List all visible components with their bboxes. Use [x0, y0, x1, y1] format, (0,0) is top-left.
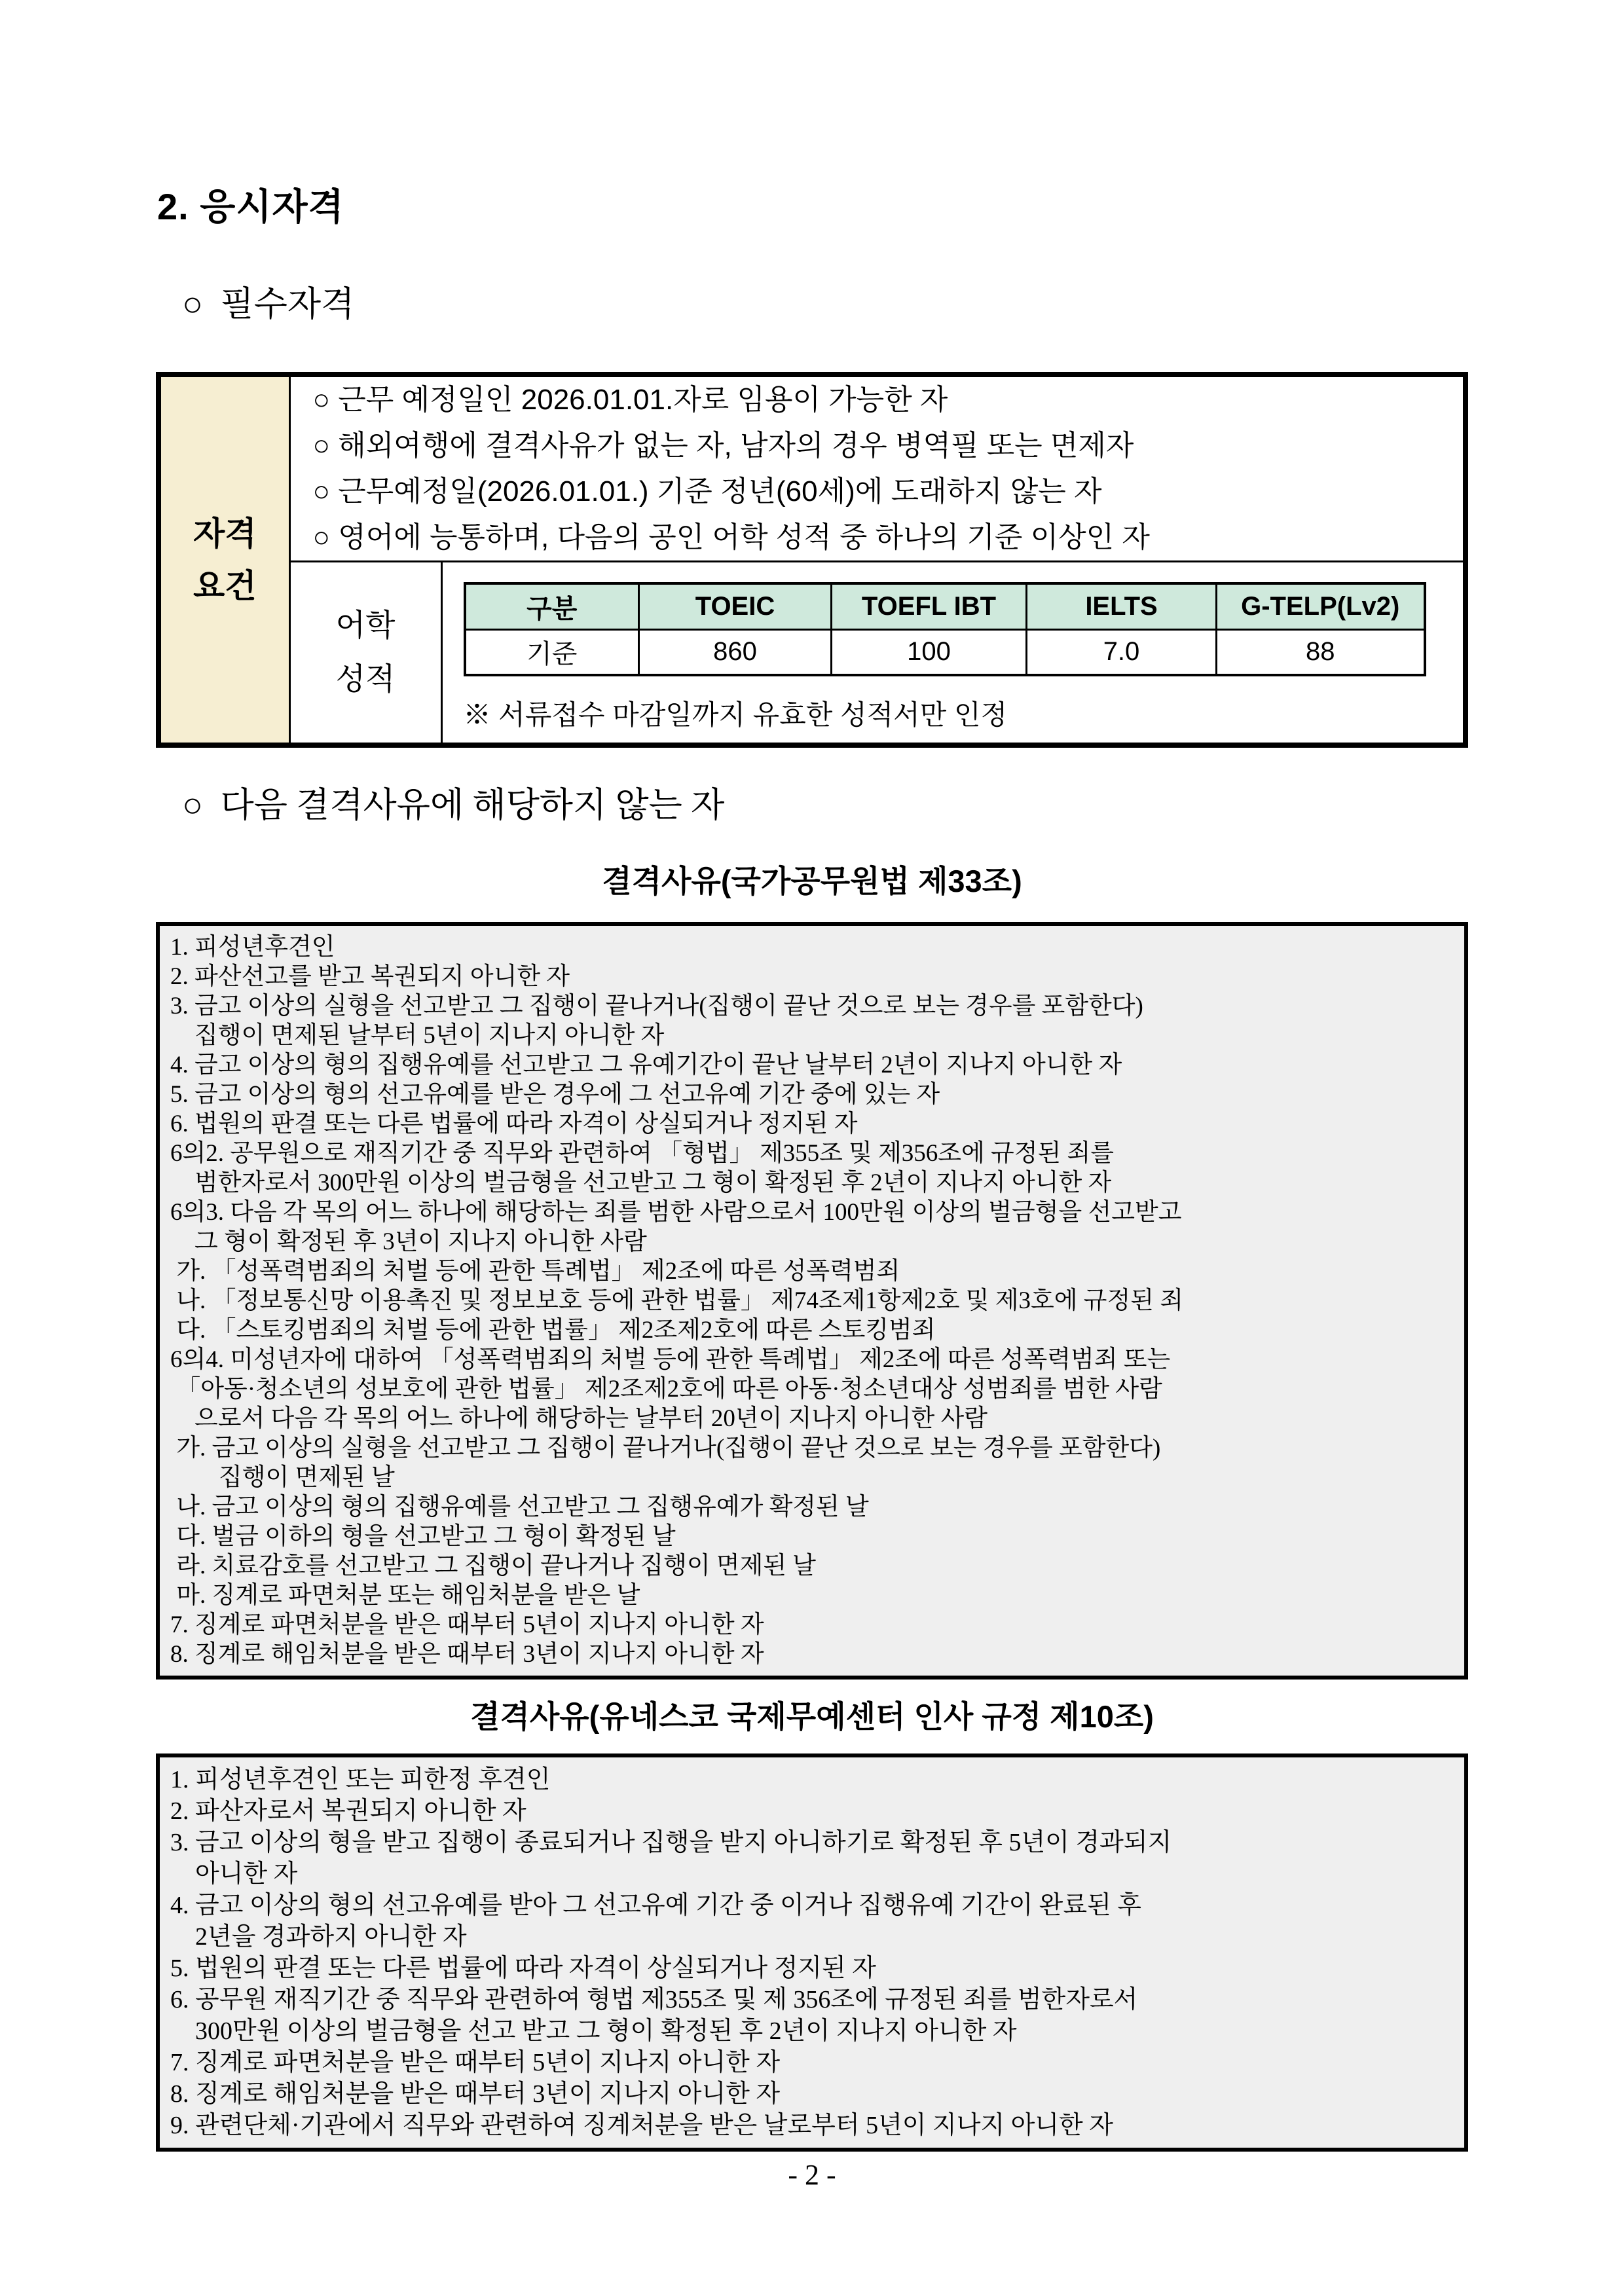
score-value-row	[465, 629, 1425, 675]
law-line: 집행이 면제된 날	[170, 1464, 395, 1491]
language-label-line: 성적	[335, 661, 396, 697]
score-value-cell: 7.0	[1027, 629, 1217, 675]
score-value-cell: 88	[1217, 629, 1425, 675]
law-line: 5. 법원의 판결 또는 다른 법률에 따라 자격이 상실되거나 정지된 자	[170, 1955, 876, 1982]
language-label-line: 어학	[335, 608, 396, 643]
law-line: 4. 금고 이상의 형의 집행유예를 선고받고 그 유예기간이 끝난 날부터 2년이 지나지 아니한 자	[170, 1052, 1122, 1078]
score-value-cell: 860	[639, 629, 832, 675]
law-line: 6. 법원의 판결 또는 다른 법률에 따라 자격이 상실되거나 정지된 자	[170, 1111, 858, 1137]
requirement-item: ○ 해외여행에 결격사유가 없는 자, 남자의 경우 병역필 또는 면제자	[312, 430, 1134, 462]
law-line: 2년을 경과하지 아니한 자	[170, 1923, 467, 1951]
law-line: 8. 징계로 해임처분을 받은 때부터 3년이 지나지 아니한 자	[170, 1641, 764, 1668]
score-header-cell: 구분	[465, 583, 639, 629]
page-number: - 2 -	[788, 2159, 836, 2191]
law-line: 그 형이 확정된 후 3년이 지나지 아니한 사람	[170, 1228, 647, 1255]
law-line: 7. 징계로 파면처분을 받은 때부터 5년이 지나지 아니한 자	[170, 1611, 764, 1638]
law-line: 6의4. 미성년자에 대하여 「성폭력범죄의 처벌 등에 관한 특례법」 제2조에 따른 성폭력범죄 또는	[170, 1346, 1171, 1373]
language-score-cell	[441, 562, 1466, 745]
law-line: 7. 징계로 파면처분을 받은 때부터 5년이 지나지 아니한 자	[170, 2049, 781, 2076]
law-line: 3. 금고 이상의 실형을 선고받고 그 집행이 끝나거나(집행이 끝난 것으로 보는 경우를 포함한다)	[170, 993, 1143, 1019]
law-line: 마. 징계로 파면처분 또는 해임처분을 받은 날	[170, 1582, 640, 1609]
score-value-cell: 기준	[465, 629, 639, 675]
law-line: 300만원 이상의 벌금형을 선고 받고 그 형이 확정된 후 2년이 지나지 아니한 자	[170, 2017, 1017, 2045]
law-line: 2. 파산자로서 복권되지 아니한 자	[170, 1797, 526, 1825]
law-line: 3. 금고 이상의 형을 받고 집행이 종료되거나 집행을 받지 아니하기로 확정된 후 5년이 경과되지	[170, 1829, 1172, 1856]
law-line: 6의3. 다음 각 목의 어느 하나에 해당하는 죄를 범한 사람으로서 100만원 이상의 벌금형을 선고받고	[170, 1199, 1182, 1226]
law-line: 나. 금고 이상의 형의 집행유예를 선고받고 그 집행유예가 확정된 날	[170, 1494, 869, 1520]
law-box2-title: 결격사유(유네스코 국제무예센터 인사 규정 제10조)	[470, 1699, 1154, 1734]
law-line: 6의2. 공무원으로 재직기간 중 직무와 관련하여 「형법」 제355조 및 제356조에 규정된 죄를	[170, 1140, 1115, 1167]
language-score-label-cell	[289, 562, 441, 745]
law-line: 다. 벌금 이하의 형을 선고받고 그 형이 확정된 날	[170, 1523, 676, 1550]
law-line: 다. 「스토킹범죄의 처벌 등에 관한 법률」 제2조제2호에 따른 스토킹범죄	[170, 1317, 936, 1344]
law-line: 으로서 다음 각 목의 어느 하나에 해당하는 날부터 20년이 지나지 아니한 사람	[170, 1405, 988, 1432]
law-box1-title: 결격사유(국가공무원법 제33조)	[602, 864, 1022, 898]
law-line: 아니한 자	[170, 1860, 298, 1888]
law-line: 라. 치료감호를 선고받고 그 집행이 끝나거나 집행이 면제된 날	[170, 1552, 817, 1579]
requirement-item: ○ 근무예정일(2026.01.01.) 기준 정년(60세)에 도래하지 않는 자	[312, 475, 1102, 507]
disqualification-intro: ○ 다음 결격사유에 해당하지 않는 자	[182, 786, 725, 824]
law-line: 나. 「정보통신망 이용촉진 및 정보보호 등에 관한 법률」 제74조제1항제2호 및 제3호에 규정된 죄	[170, 1287, 1183, 1314]
qualification-label-line: 요건	[193, 567, 257, 604]
law-line: 2. 파산선고를 받고 복권되지 아니한 자	[170, 963, 570, 990]
law-box-2	[156, 1753, 1468, 2152]
law-line: 9. 관련단체·기관에서 직무와 관련하여 징계처분을 받은 날로부터 5년이 지나지 아니한 자	[170, 2112, 1113, 2139]
score-header-cell: TOEFL IBT	[832, 583, 1027, 629]
requirement-item: ○ 영어에 능통하며, 다음의 공인 어학 성적 중 하나의 기준 이상인 자	[312, 521, 1150, 553]
law-line: 집행이 면제된 날부터 5년이 지나지 아니한 자	[170, 1022, 665, 1049]
law-line: 5. 금고 이상의 형의 선고유예를 받은 경우에 그 선고유예 기간 중에 있는 자	[170, 1081, 940, 1108]
score-header-row	[465, 583, 1425, 629]
requirement-item: ○ 근무 예정일인 2026.01.01.자로 임용이 가능한 자	[312, 384, 948, 416]
score-value-cell: 100	[832, 629, 1027, 675]
score-header-cell: TOEIC	[639, 583, 832, 629]
score-header-cell: G-TELP(Lv2)	[1217, 583, 1425, 629]
law-line: 가. 「성폭력범죄의 처벌 등에 관한 특례법」 제2조에 따른 성폭력범죄	[170, 1258, 900, 1285]
law-line: 「아동·청소년의 성보호에 관한 법률」 제2조제2호에 따른 아동·청소년대상 성범죄를 범한 사람	[170, 1376, 1162, 1403]
law-box-1	[156, 922, 1468, 1680]
score-note: ※ 서류접수 마감일까지 유효한 성적서만 인정	[463, 699, 1008, 730]
qualification-label-line: 자격	[193, 515, 257, 552]
law-line: 1. 피성년후견인 또는 피한정 후견인	[170, 1766, 551, 1793]
score-header-cell: IELTS	[1027, 583, 1217, 629]
law-line: 6. 공무원 재직기간 중 직무와 관련하여 형법 제355조 및 제 356조에 규정된 죄를 범한자로서	[170, 1986, 1138, 2013]
law-line: 범한자로서 300만원 이상의 벌금형을 선고받고 그 형이 확정된 후 2년이 지나지 아니한 자	[170, 1169, 1112, 1196]
law-line: 1. 피성년후견인	[170, 934, 335, 961]
requirements-cell	[289, 375, 1466, 562]
score-table	[464, 582, 1426, 676]
page-title: 2. 응시자격	[157, 186, 344, 227]
qualification-table	[156, 372, 1468, 748]
qualification-label-cell	[158, 375, 289, 745]
law-line: 가. 금고 이상의 실형을 선고받고 그 집행이 끝나거나(집행이 끝난 것으로 보는 경우를 포함한다)	[170, 1435, 1161, 1461]
law-line: 8. 징계로 해임처분을 받은 때부터 3년이 지나지 아니한 자	[170, 2080, 781, 2108]
subsection-title: ○ 필수자격	[182, 285, 355, 323]
law-line: 4. 금고 이상의 형의 선고유예를 받아 그 선고유예 기간 중 이거나 집행유예 기간이 완료된 후	[170, 1892, 1141, 1919]
